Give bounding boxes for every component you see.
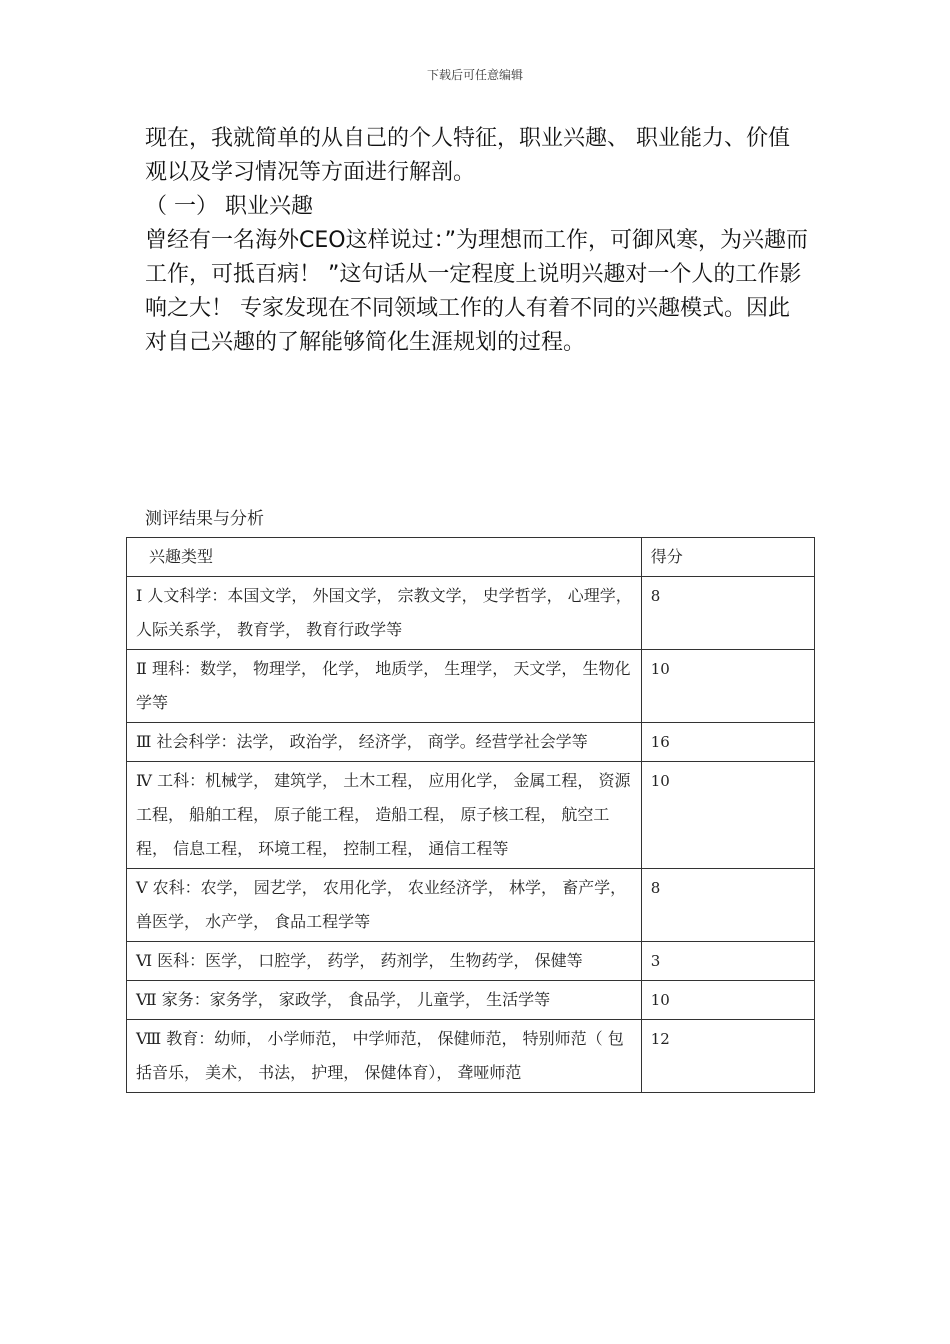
interest-type-cell: Ⅲ 社会科学：法学， 政治学， 经济学， 商学。经营学社会学等 [127,723,642,762]
interest-paragraph: 曾经有一名海外CEO这样说过：”为理想而工作，可御风寒，为兴趣而工作，可抵百病！ ”这句话从一定程度上说明兴趣对一个人的工作影响之大！ 专家发现在不同领域工作的人有着不同的兴趣模式。因此对自己兴趣的了解能够简化生涯规划的过程。 [145,228,808,355]
table-row [127,869,815,942]
table-row [127,942,815,981]
interest-type-cell: Ⅶ 家务：家务学， 家政学， 食品学， 儿童学， 生活学等 [127,981,642,1020]
table-header-row [127,538,815,577]
table-row [127,981,815,1020]
results-table [126,537,815,1093]
score-cell: 10 [641,650,814,723]
score-cell: 3 [641,942,814,981]
table-row [127,650,815,723]
table-row [127,762,815,869]
interest-type-cell: Ⅴ 农科：农学， 园艺学， 农用化学， 农业经济学， 林学， 畜产学， 兽医学， 水产学， 食品工程学等 [127,869,642,942]
section-heading: （ 一） 职业兴趣 [145,194,313,219]
interest-type-cell: Ⅵ 医科：医学， 口腔学， 药学， 药剂学， 生物药学， 保健等 [127,942,642,981]
page-header: 下载后可任意编辑 [426,68,523,82]
score-cell: 10 [641,981,814,1020]
table-row [127,577,815,650]
score-cell: 10 [641,762,814,869]
interest-type-cell: Ⅰ 人文科学：本国文学， 外国文学， 宗教文学， 史学哲学， 心理学， 人际关系学， 教育学， 教育行政学等 [127,577,642,650]
header-interest-type: 兴趣类型 [127,538,642,577]
interest-type-cell: Ⅳ 工科：机械学， 建筑学， 土木工程， 应用化学， 金属工程， 资源工程， 船舶工程， 原子能工程， 造船工程， 原子核工程， 航空工程， 信息工程， 环境工程， 控制工程， 通信工程等 [127,762,642,869]
score-cell: 12 [641,1020,814,1093]
table-row [127,1020,815,1093]
intro-paragraph: 现在，我就简单的从自己的个人特征，职业兴趣、 职业能力、价值观以及学习情况等方面进行解剖。 [145,126,790,185]
table-caption: 测评结果与分析 [145,509,264,529]
score-cell: 8 [641,869,814,942]
score-cell: 8 [641,577,814,650]
interest-type-cell: Ⅱ 理科：数学， 物理学， 化学， 地质学， 生理学， 天文学， 生物化学等 [127,650,642,723]
score-cell: 16 [641,723,814,762]
table-row [127,723,815,762]
interest-type-cell: Ⅷ 教育：幼师， 小学师范， 中学师范， 保健师范， 特别师范（ 包括音乐， 美术， 书法， 护理， 保健体育）， 聋哑师范 [127,1020,642,1093]
header-score: 得分 [641,538,814,577]
